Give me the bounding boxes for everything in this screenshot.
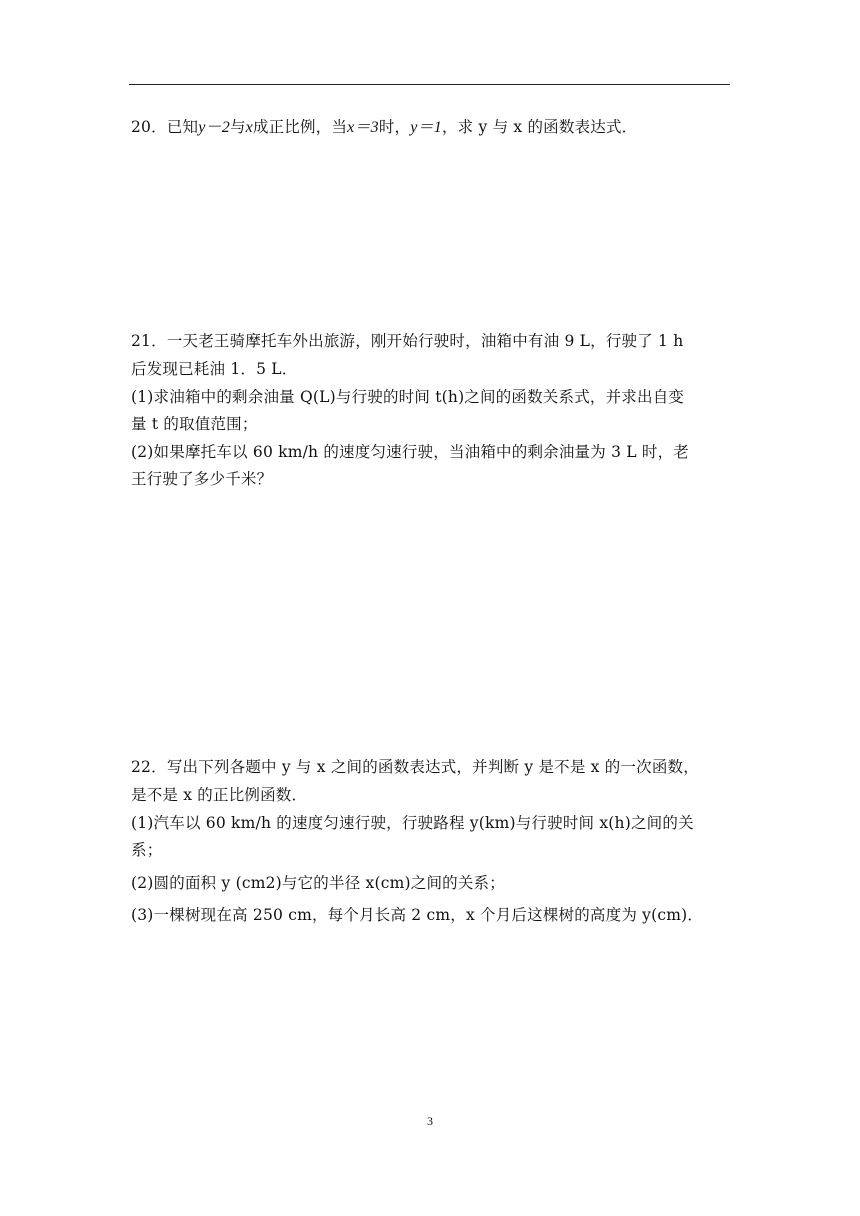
q21-line-2: 后发现已耗油 1．5 L． — [131, 360, 298, 378]
q20-prefix: 20．已知 — [131, 118, 199, 136]
q21-line-4: 量 t 的取值范围； — [131, 415, 258, 433]
q20-expr-x: x — [245, 119, 253, 136]
q22-line-2: 是不是 x 的正比例函数． — [131, 786, 308, 804]
q21-line-1: 21．一天老王骑摩托车外出旅游，刚开始行驶时，油箱中有油 9 L，行驶了 1 h — [131, 332, 684, 350]
q22-line-1: 22．写出下列各题中 y 与 x 之间的函数表达式，并判断 y 是不是 x 的一次函数， — [131, 758, 699, 776]
q22-line-4: 系； — [131, 841, 163, 859]
q20-suffix: ，求 y 与 x 的函数表达式． — [441, 118, 638, 136]
header-rule — [129, 84, 730, 85]
q20-expr-y-minus-2: y－2 — [198, 119, 230, 136]
q22-line-3: (1)汽车以 60 km/h 的速度匀速行驶，行驶路程 y(km)与行驶时间 x(h)之间的关 — [131, 814, 694, 832]
q22-line-6: (3)一棵树现在高 250 cm，每个月长高 2 cm，x 个月后这棵树的高度为 y(cm)． — [131, 906, 704, 924]
q21-line-5: (2)如果摩托车以 60 km/h 的速度匀速行驶，当油箱中的剩余油量为 3 L 时，老 — [131, 443, 689, 461]
q20-mid1: 与 — [229, 118, 246, 136]
q21-line-6: 王行驶了多少千米？ — [131, 470, 273, 488]
q20-expr-y-eq-1: y＝1 — [410, 119, 442, 136]
page-number: 3 — [427, 1114, 433, 1128]
question-20 — [131, 117, 637, 138]
q22-line-5: (2)圆的面积 y (cm2)与它的半径 x(cm)之间的关系； — [131, 874, 505, 892]
q20-mid3: 时， — [378, 118, 411, 136]
q20-expr-x-eq-3: x＝3 — [347, 119, 379, 136]
q21-line-3: (1)求油箱中的剩余油量 Q(L)与行驶的时间 t(h)之间的函数关系式，并求出自变 — [131, 388, 685, 406]
q20-mid2: 成正比例，当 — [252, 118, 348, 136]
